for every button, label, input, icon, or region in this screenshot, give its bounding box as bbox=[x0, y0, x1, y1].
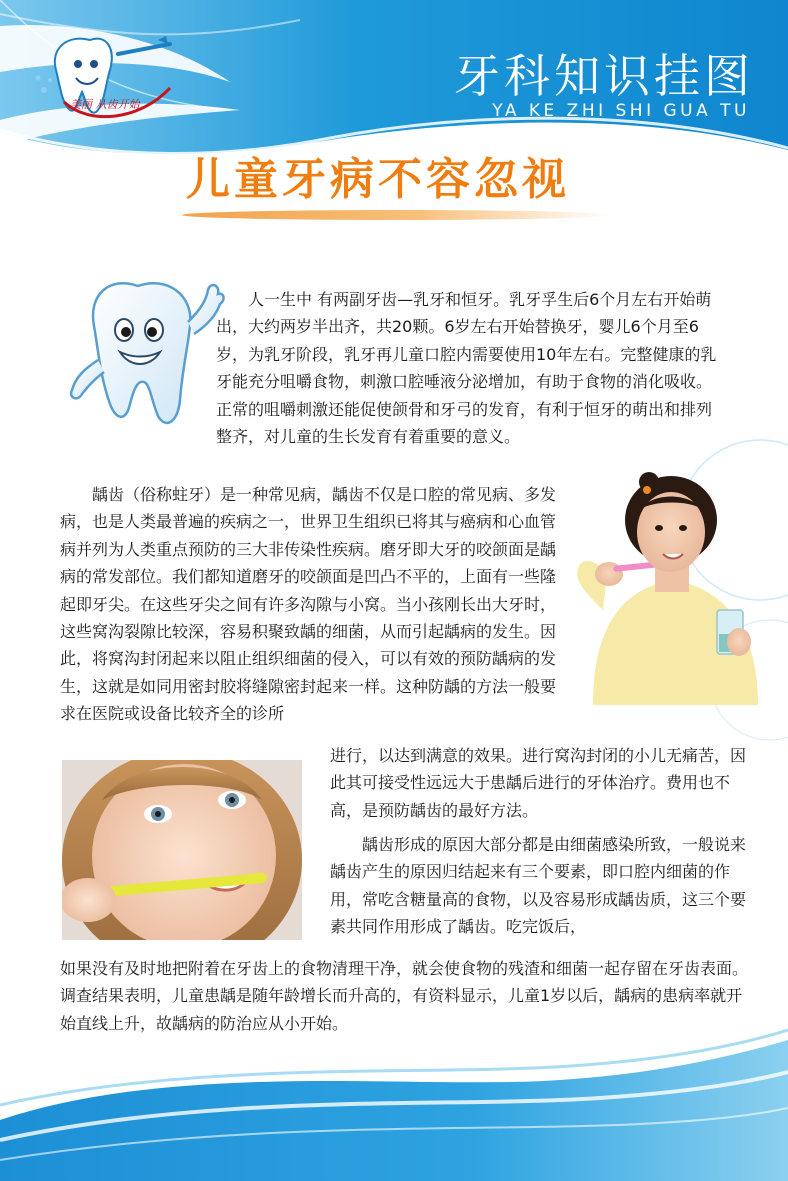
title-underline bbox=[182, 210, 612, 220]
tooth-mascot-icon bbox=[58, 272, 228, 444]
logo-text: 美丽 从齿开始 bbox=[70, 98, 140, 111]
header-title: 牙科知识挂图 bbox=[454, 49, 754, 103]
paragraph-conclusion: 如果没有及时地把附着在牙齿上的食物清理干净，就会使食物的残渣和细菌一起存留在牙齿表面。调查结果表明，儿童患龋是随年龄增长而升高的，有资料显示，儿童1岁以后，龋病的患病率就开始直线上升，故龋病的防治应从小开始。 bbox=[60, 959, 749, 1033]
main-title: 儿童牙病不容忽视 bbox=[186, 154, 570, 205]
girl-brushing-photo bbox=[563, 470, 783, 705]
header-pinyin: YA KE ZHI SHI GUA TU bbox=[492, 101, 750, 121]
paragraph-sealant: 进行，以达到满意的效果。进行窝沟封闭的小儿无痛苦，因此其可接受性远远大于患龋后进行的牙体治疗。费用也不高，是预防龋齿的最好方法。 bbox=[330, 746, 747, 820]
paragraph-causes: 龋齿形成的原因大部分都是由细菌感染所致，一般说来龋齿产生的原因归结起来有三个要素，即口腔内细菌的作用，常吃含糖量高的食物，以及容易形成龋齿质，这三个要素共同作用形成了龋齿。吃完饭后， bbox=[330, 835, 747, 937]
child-brushing-photo bbox=[62, 760, 302, 940]
paragraph-caries: 龋齿（俗称蛀牙）是一种常见病，龋齿不仅是口腔的常见病、多发病，也是人类最普遍的疾病之一，世界卫生组织已将其与癌病和心血管病并列为人类重点预防的三大非传染性疾病。磨牙即大牙的咬颌面是龋病的常发部位。我们都知道磨牙的咬颌面是凹凸不平的，上面有一些隆起即牙尖。在这些牙尖之间有许多沟隙与小窝。当小孩刚长出大牙时，这些窝沟裂隙比较深，容易积聚致龋的细菌，从而引起龋病的发生。因此，将窝沟封闭起来以阻止组织细菌的侵入，可以有效的预防龋病的发生，这就是如同用密封胶将缝隙密封起来一样。这种防龋的方法一般要求在医院或设备比较齐全的诊所 bbox=[60, 485, 557, 724]
paragraph-intro: 人一生中 有两副牙齿—乳牙和恒牙。乳牙孚生后6个月左右开始萌出，大约两岁半出齐，共20颗。6岁左右开始替换牙，婴儿6个月至6岁，为乳牙阶段，乳牙再儿童口腔内需要使用10年左右。完整健康的乳牙能充分咀嚼食物，刺激口腔唾液分泌增加，有助于食物的消化吸收。正常的咀嚼刺激还能促使颌骨和牙弓的发育，有利于恒牙的萌出和排列整齐，对儿童的生长发育有着重要的意义。 bbox=[216, 290, 717, 447]
dental-logo-icon bbox=[20, 30, 190, 130]
